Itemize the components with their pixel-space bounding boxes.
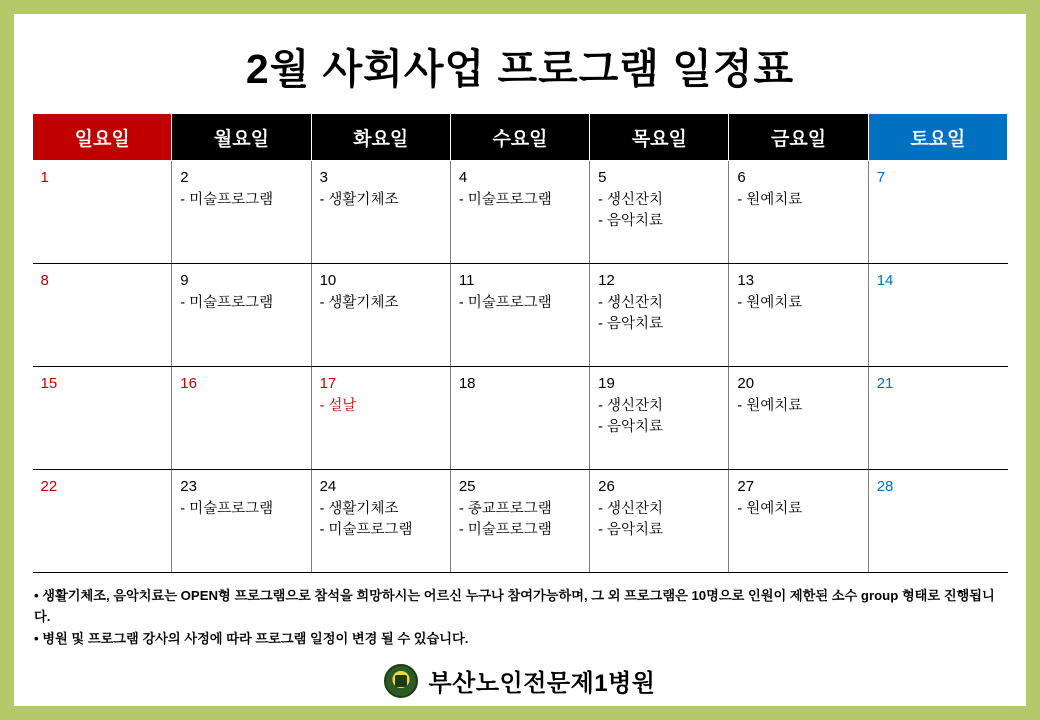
- day-number: 23: [180, 478, 197, 495]
- notes-section: [34, 585, 1006, 649]
- day-number: 3: [319, 169, 328, 186]
- event-item: - 생신잔치: [598, 191, 664, 208]
- calendar-container: [14, 113, 1026, 573]
- day-cell: [33, 264, 172, 367]
- day-number: 26: [598, 478, 615, 495]
- event-item: - 음악치료: [598, 212, 664, 229]
- day-number: 19: [598, 375, 615, 392]
- table-header-row: [33, 114, 1008, 161]
- day-cell: [311, 161, 450, 264]
- event-item: - 생활기체조: [319, 500, 399, 517]
- day-cell: [868, 367, 1007, 470]
- day-number: 9: [180, 272, 189, 289]
- day-number: 11: [458, 272, 475, 289]
- event-item: - 미술프로그램: [319, 521, 413, 538]
- column-header-wednesday: 수요일: [450, 114, 589, 161]
- event-item: - 음악치료: [598, 521, 664, 538]
- hospital-name: 부산노인전문제1병원: [428, 670, 656, 698]
- day-cell: [590, 161, 729, 264]
- event-item: - 원예치료: [737, 294, 803, 311]
- day-cell: [311, 367, 450, 470]
- table-row: [33, 264, 1008, 367]
- day-cell: [33, 161, 172, 264]
- event-item: - 미술프로그램: [458, 521, 552, 538]
- table-row: [33, 161, 1008, 264]
- event-item: - 원예치료: [737, 397, 803, 414]
- event-item: - 생신잔치: [598, 500, 664, 517]
- day-cell: [172, 161, 311, 264]
- day-number: 21: [876, 375, 894, 392]
- day-cell: [590, 470, 729, 573]
- event-item: - 미술프로그램: [458, 294, 552, 311]
- day-cell: [450, 161, 589, 264]
- day-number: 27: [737, 478, 755, 495]
- day-number: 7: [876, 169, 886, 186]
- day-number: 20: [737, 375, 755, 392]
- column-header-friday: 금요일: [729, 114, 868, 161]
- column-header-tuesday: 화요일: [311, 114, 450, 161]
- event-item: - 생신잔치: [598, 397, 664, 414]
- day-number: 2: [180, 169, 189, 186]
- column-header-sunday: 일요일: [33, 114, 172, 161]
- day-number: 12: [598, 272, 615, 289]
- note-line: • 생활기체조, 음악치료는 OPEN형 프로그램으로 참석을 희망하시는 어르신 누구나 참여가능하며, 그 외 프로그램은 10명으로 인원이 제한된 소수 group 형태로 진행됩니다.: [34, 588, 995, 625]
- day-number: 1: [40, 169, 49, 186]
- table-row: [33, 470, 1008, 573]
- column-header-monday: 월요일: [172, 114, 311, 161]
- hospital-emblem-icon: [384, 664, 418, 698]
- day-cell: [450, 367, 589, 470]
- day-cell: [33, 470, 172, 573]
- day-cell: [590, 264, 729, 367]
- day-cell: [450, 264, 589, 367]
- day-number: 4: [458, 169, 468, 186]
- calendar-page: [14, 14, 1026, 706]
- day-number: 5: [598, 169, 607, 186]
- day-cell: [868, 264, 1007, 367]
- event-item: - 원예치료: [737, 191, 803, 208]
- day-number: 13: [737, 272, 755, 289]
- day-cell: [172, 264, 311, 367]
- day-cell: [729, 264, 868, 367]
- day-cell: [311, 470, 450, 573]
- event-item: - 미술프로그램: [458, 191, 552, 208]
- schedule-table: [32, 113, 1008, 573]
- day-cell: [311, 264, 450, 367]
- day-number: 8: [40, 272, 49, 289]
- event-item: - 생활기체조: [319, 191, 399, 208]
- day-cell: [450, 470, 589, 573]
- day-cell: [729, 367, 868, 470]
- day-cell: [590, 367, 729, 470]
- day-number: 22: [40, 478, 58, 495]
- column-header-saturday: 토요일: [868, 114, 1007, 161]
- table-row: [33, 367, 1008, 470]
- page-title: 2월 사회사업 프로그램 일정표: [245, 46, 795, 92]
- note-line: • 병원 및 프로그램 강사의 사정에 따라 프로그램 일정이 변경 될 수 있습니다.: [34, 630, 469, 646]
- day-number: 28: [876, 478, 894, 495]
- event-item: - 미술프로그램: [180, 294, 274, 311]
- day-number: 10: [319, 272, 337, 289]
- day-cell: [868, 161, 1007, 264]
- event-item: - 종교프로그램: [458, 500, 552, 517]
- event-item: - 설날: [319, 397, 357, 414]
- event-item: - 음악치료: [598, 315, 664, 332]
- day-number: 6: [737, 169, 746, 186]
- day-cell: [868, 470, 1007, 573]
- event-item: - 미술프로그램: [180, 500, 274, 517]
- day-number: 16: [180, 375, 197, 392]
- day-cell: [33, 367, 172, 470]
- day-cell: [172, 470, 311, 573]
- footer: [14, 663, 1026, 698]
- event-item: - 생활기체조: [319, 294, 399, 311]
- day-cell: [729, 470, 868, 573]
- event-item: - 원예치료: [737, 500, 803, 517]
- day-cell: [729, 161, 868, 264]
- day-cell: [172, 367, 311, 470]
- day-number: 25: [458, 478, 476, 495]
- day-number: 18: [458, 375, 476, 392]
- day-number: 17: [319, 375, 337, 392]
- day-number: 24: [319, 478, 337, 495]
- event-item: - 생신잔치: [598, 294, 664, 311]
- column-header-thursday: 목요일: [590, 114, 729, 161]
- day-number: 15: [40, 375, 58, 392]
- event-item: - 음악치료: [598, 418, 664, 435]
- event-item: - 미술프로그램: [180, 191, 274, 208]
- day-number: 14: [876, 272, 894, 289]
